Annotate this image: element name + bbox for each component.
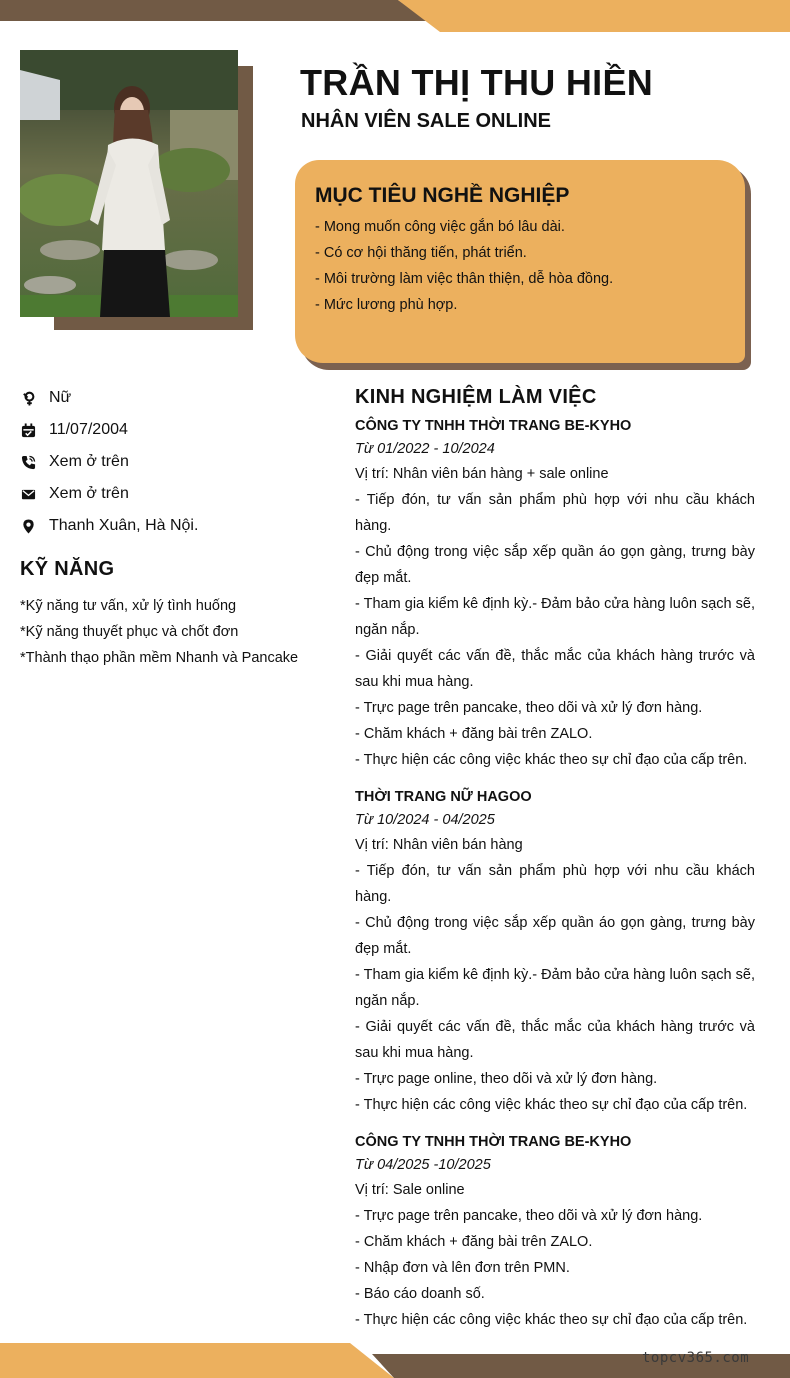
contact-gender bbox=[20, 382, 320, 414]
job-detail: - Tiếp đón, tư vấn sản phẩm phù hợp với nhu cầu khách hàng. bbox=[355, 863, 755, 905]
job-detail: - Báo cáo doanh số. bbox=[355, 1286, 485, 1302]
job-detail: - Chăm khách + đăng bài trên ZALO. bbox=[355, 726, 593, 742]
job-entry bbox=[355, 786, 755, 1118]
job-detail: - Tham gia kiểm kê định kỳ.- Đảm bảo cửa hàng luôn sạch sẽ, ngăn nắp. bbox=[355, 967, 755, 1009]
watermark: topcv365.com bbox=[642, 1350, 750, 1366]
job-detail: - Tiếp đón, tư vấn sản phẩm phù hợp với nhu cầu khách hàng. bbox=[355, 492, 755, 534]
calendar-icon bbox=[20, 422, 36, 438]
objective-line: - Mức lương phù hợp. bbox=[315, 297, 458, 313]
experience-section bbox=[355, 386, 755, 1346]
phone-value: Xem ở trên bbox=[49, 453, 129, 470]
job-period: Từ 04/2025 -10/2025 bbox=[355, 1157, 491, 1173]
objective-title: MỤC TIÊU NGHỀ NGHIỆP bbox=[315, 184, 570, 207]
job-detail: - Chủ động trong việc sắp xếp quần áo gọn gàng, trưng bày đẹp mắt. bbox=[355, 915, 755, 957]
job-detail: - Nhập đơn và lên đơn trên PMN. bbox=[355, 1260, 570, 1276]
candidate-name: TRẦN THỊ THU HIỀN bbox=[300, 62, 654, 103]
job-detail: Vị trí: Sale online bbox=[355, 1182, 465, 1198]
job-title: NHÂN VIÊN SALE ONLINE bbox=[301, 110, 552, 132]
objective-line: - Có cơ hội thăng tiến, phát triển. bbox=[315, 245, 527, 261]
job-detail: - Thực hiện các công việc khác theo sự chỉ đạo của cấp trên. bbox=[355, 752, 748, 768]
contact-birthday bbox=[20, 414, 320, 446]
job-period: Từ 10/2024 - 04/2025 bbox=[355, 812, 495, 828]
address-value: Thanh Xuân, Hà Nội. bbox=[49, 517, 199, 534]
job-entry bbox=[355, 415, 755, 773]
job-detail: - Thực hiện các công việc khác theo sự chỉ đạo của cấp trên. bbox=[355, 1097, 748, 1113]
skills-section bbox=[20, 558, 330, 671]
job-detail: - Giải quyết các vấn đề, thắc mắc của khách hàng trước và sau khi mua hàng. bbox=[355, 1019, 755, 1061]
contact-phone bbox=[20, 446, 320, 478]
job-detail: - Trực page online, theo dõi và xử lý đơn hàng. bbox=[355, 1071, 658, 1087]
job-detail: - Trực page trên pancake, theo dõi và xử lý đơn hàng. bbox=[355, 1208, 703, 1224]
contact-email bbox=[20, 478, 320, 510]
job-detail: - Trực page trên pancake, theo dõi và xử lý đơn hàng. bbox=[355, 700, 703, 716]
job-detail: Vị trí: Nhân viên bán hàng bbox=[355, 837, 523, 853]
skill-item: *Kỹ năng tư vấn, xử lý tình huống bbox=[20, 598, 237, 614]
career-objective-box bbox=[295, 160, 745, 363]
company-name: THỜI TRANG NỮ HAGOO bbox=[355, 789, 532, 805]
email-value: Xem ở trên bbox=[49, 485, 129, 502]
envelope-icon bbox=[20, 486, 36, 502]
profile-photo bbox=[20, 50, 238, 317]
job-entry bbox=[355, 1131, 755, 1333]
job-detail: - Tham gia kiểm kê định kỳ.- Đảm bảo cửa hàng luôn sạch sẽ, ngăn nắp. bbox=[355, 596, 755, 638]
job-detail: - Chăm khách + đăng bài trên ZALO. bbox=[355, 1234, 593, 1250]
skill-item: *Thành thạo phần mềm Nhanh và Pancake bbox=[20, 650, 299, 666]
job-period: Từ 01/2022 - 10/2024 bbox=[355, 441, 495, 457]
phone-icon bbox=[20, 454, 36, 470]
gender-icon bbox=[20, 390, 36, 406]
skill-item: *Kỹ năng thuyết phục và chốt đơn bbox=[20, 624, 239, 640]
skills-title: KỸ NĂNG bbox=[20, 558, 115, 580]
birthday-value: 11/07/2004 bbox=[49, 421, 128, 438]
contact-address bbox=[20, 510, 320, 542]
objective-line: - Mong muốn công việc gắn bó lâu dài. bbox=[315, 219, 565, 235]
location-pin-icon bbox=[20, 518, 36, 534]
job-detail: - Thực hiện các công việc khác theo sự chỉ đạo của cấp trên. bbox=[355, 1312, 748, 1328]
experience-title: KINH NGHIỆM LÀM VIỆC bbox=[355, 386, 597, 408]
top-decorative-band bbox=[0, 0, 790, 32]
job-detail: - Giải quyết các vấn đề, thắc mắc của khách hàng trước và sau khi mua hàng. bbox=[355, 648, 755, 690]
gender-value: Nữ bbox=[49, 389, 72, 406]
job-detail: Vị trí: Nhân viên bán hàng + sale online bbox=[355, 466, 609, 482]
company-name: CÔNG TY TNHH THỜI TRANG BE-KYHO bbox=[355, 418, 632, 434]
objective-line: - Môi trường làm việc thân thiện, dễ hòa đồng. bbox=[315, 271, 614, 287]
job-detail: - Chủ động trong việc sắp xếp quần áo gọn gàng, trưng bày đẹp mắt. bbox=[355, 544, 755, 586]
company-name: CÔNG TY TNHH THỜI TRANG BE-KYHO bbox=[355, 1134, 632, 1150]
contact-info bbox=[20, 382, 320, 542]
